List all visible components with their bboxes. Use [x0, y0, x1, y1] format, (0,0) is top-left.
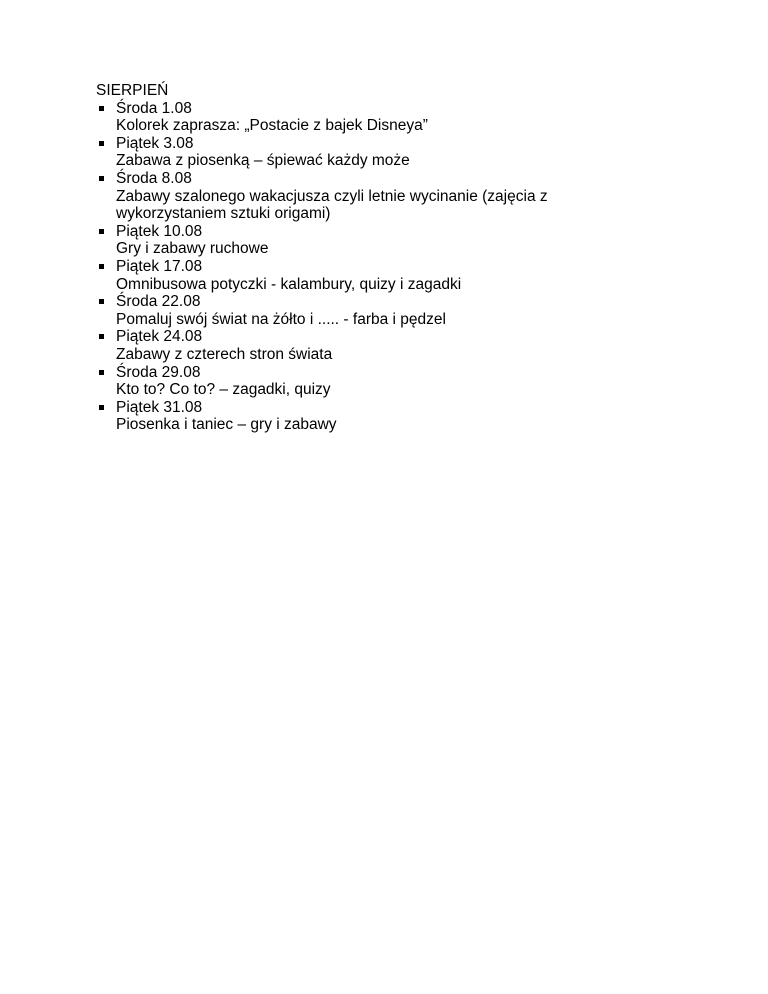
event-description: Zabawa z piosenką – śpiewać każdy może: [116, 152, 410, 170]
square-bullet-icon: [99, 370, 104, 375]
event-description: Gry i zabawy ruchowe: [116, 240, 269, 258]
event-date: Piątek 31.08: [116, 398, 203, 416]
event-description: Kolorek zaprasza: „Postacie z bajek Disneya”: [116, 117, 428, 135]
event-item: [96, 328, 656, 363]
event-item: [96, 399, 656, 434]
event-description: Omnibusowa potyczki - kalambury, quizy i zagadki: [116, 275, 462, 293]
event-item: [96, 364, 656, 399]
square-bullet-icon: [99, 334, 104, 339]
event-date: Piątek 3.08: [116, 134, 194, 152]
event-item: [96, 100, 656, 135]
event-date: Środa 22.08: [116, 293, 201, 311]
month-heading: SIERPIEŃ: [96, 82, 169, 99]
square-bullet-icon: [99, 405, 104, 410]
event-description: Pomaluj swój świat na żółto i ..... - farba i pędzel: [116, 310, 446, 328]
event-date: Piątek 17.08: [116, 257, 203, 275]
event-description: Piosenka i taniec – gry i zabawy: [116, 416, 337, 434]
event-date: Środa 1.08: [116, 99, 192, 117]
event-date: Piątek 10.08: [116, 222, 203, 240]
event-item: [96, 258, 656, 293]
event-item: [96, 293, 656, 328]
event-date: Środa 8.08: [116, 169, 192, 187]
event-description: Zabawy szalonego wakacjusza czyli letnie wycinanie (zajęcia z wykorzystaniem sztuki origami): [116, 187, 548, 223]
event-item: [96, 223, 656, 258]
event-description: Zabawy z czterech stron świata: [116, 345, 333, 363]
event-list: [96, 100, 656, 434]
square-bullet-icon: [99, 141, 104, 146]
event-date: Środa 29.08: [116, 363, 201, 381]
event-date: Piątek 24.08: [116, 328, 203, 346]
event-item: [96, 170, 656, 223]
square-bullet-icon: [99, 176, 104, 181]
document-content: [96, 82, 656, 434]
square-bullet-icon: [99, 229, 104, 234]
square-bullet-icon: [99, 299, 104, 304]
square-bullet-icon: [99, 106, 104, 111]
event-item: [96, 135, 656, 170]
square-bullet-icon: [99, 264, 104, 269]
event-description: Kto to? Co to? – zagadki, quizy: [116, 381, 331, 399]
